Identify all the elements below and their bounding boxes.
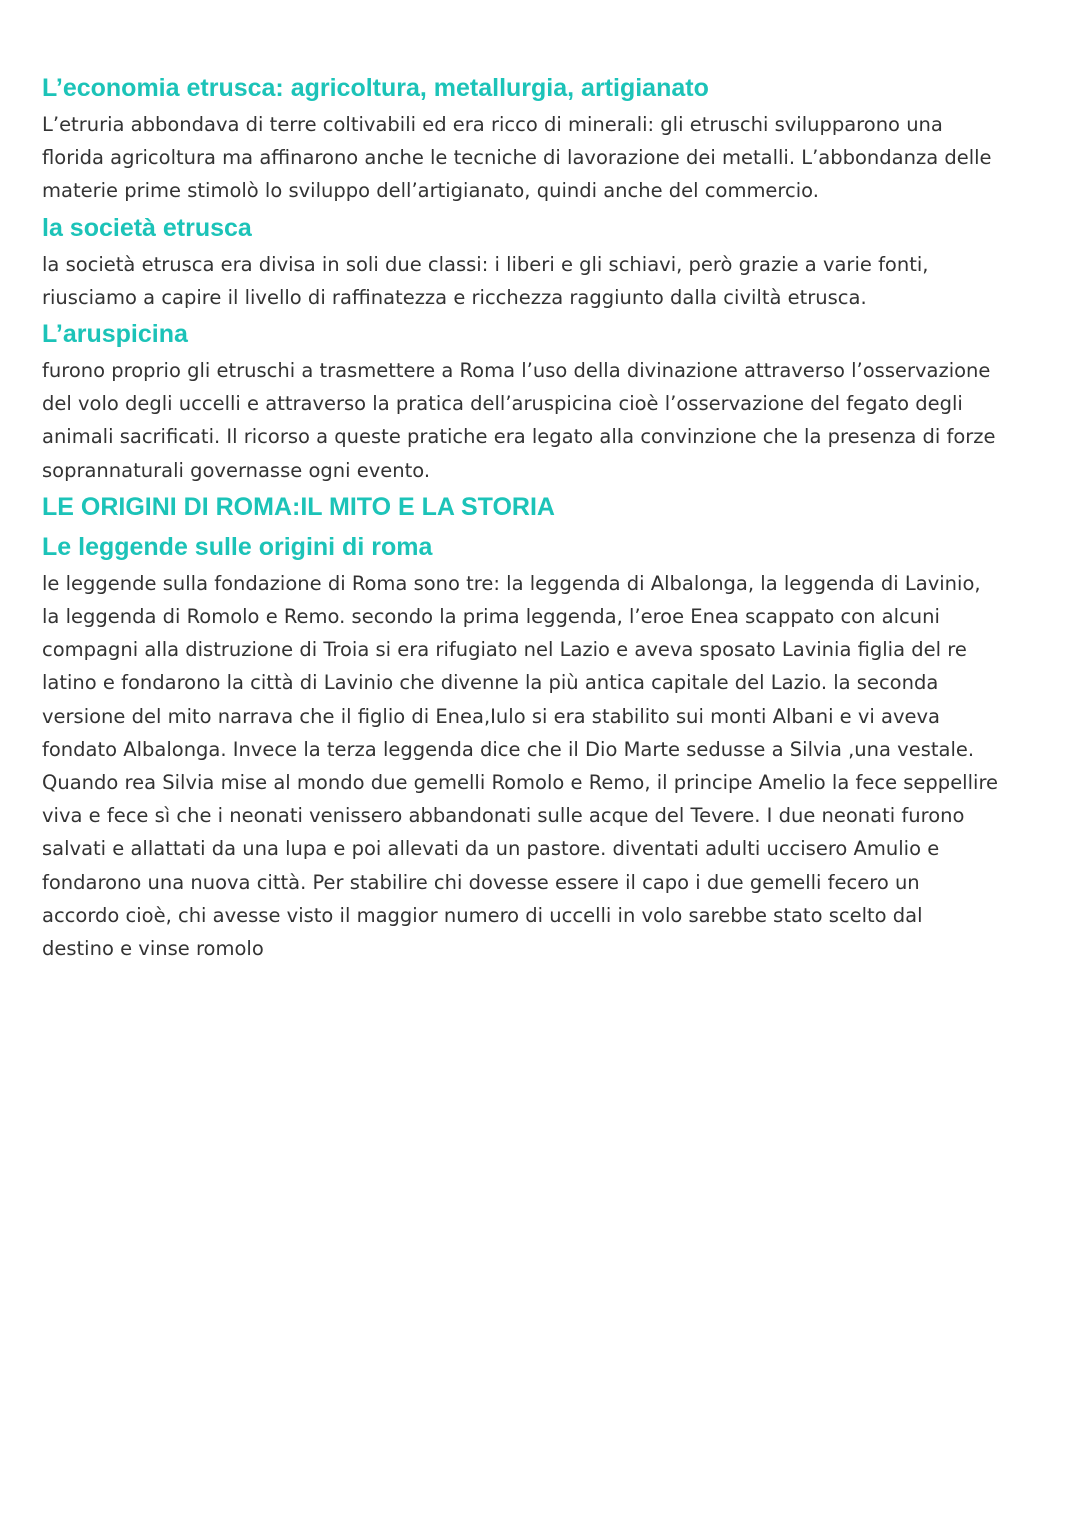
paragraph-line: le leggende sulla fondazione di Roma sono tre: la leggenda di Albalonga, la leggenda di Lavinio, <box>42 571 981 595</box>
paragraph-line: la società etrusca era divisa in soli due classi: i liberi e gli schiavi, però grazie a varie fonti, <box>42 252 929 276</box>
section-heading: la società etrusca <box>42 213 252 242</box>
paragraph-line: del volo degli uccelli e attraverso la pratica dell’aruspicina cioè l’osservazione del fegato degli <box>42 392 963 416</box>
section-paragraph <box>42 567 1042 965</box>
section-heading: L’aruspicina <box>42 320 188 349</box>
section-heading: LE ORIGINI DI ROMA:IL MITO E LA STORIA <box>42 492 555 521</box>
paragraph-line: latino e fondarono la città di Lavinio che divenne la più antica capitale del Lazio. la seconda <box>42 671 939 695</box>
document-page <box>42 68 1042 965</box>
paragraph-line: soprannaturali governasse ogni evento. <box>42 458 431 482</box>
paragraph-line: la leggenda di Romolo e Remo. secondo la prima leggenda, l’eroe Enea scappato con alcuni <box>42 605 940 629</box>
paragraph-line: Quando rea Silvia mise al mondo due gemelli Romolo e Remo, il principe Amelio la fece seppellire <box>42 771 999 795</box>
paragraph-line: materie prime stimolò lo sviluppo dell’artigianato, quindi anche del commercio. <box>42 179 819 203</box>
document-content <box>42 68 1042 965</box>
section-paragraph <box>42 248 1042 314</box>
paragraph-line: accordo cioè, chi avesse visto il maggior numero di uccelli in volo sarebbe stato scelto dal <box>42 903 923 927</box>
section-heading: Le leggende sulle origini di roma <box>42 532 433 561</box>
paragraph-line: compagni alla distruzione di Troia si era rifugiato nel Lazio e aveva sposato Lavinia figlia del re <box>42 638 967 662</box>
paragraph-line: furono proprio gli etruschi a trasmettere a Roma l’uso della divinazione attraverso l’osservazione <box>42 359 991 383</box>
section-paragraph <box>42 354 1042 487</box>
section-heading: L’economia etrusca: agricoltura, metallurgia, artigianato <box>42 74 709 102</box>
paragraph-line: viva e fece sì che i neonati venissero abbandonati sulle acque del Tevere. I due neonati furono <box>42 804 965 828</box>
paragraph-line: L’etruria abbondava di terre coltivabili ed era ricco di minerali: gli etruschi svilupparono una <box>42 113 943 136</box>
paragraph-line: fondarono una nuova città. Per stabilire chi dovesse essere il capo i due gemelli fecero un <box>42 870 920 894</box>
paragraph-line: destino e vinse romolo <box>42 937 264 961</box>
paragraph-line: animali sacrificati. Il ricorso a queste pratiche era legato alla convinzione che la presenza di forze <box>42 425 996 449</box>
paragraph-line: florida agricoltura ma affinarono anche le tecniche di lavorazione dei metalli. L’abbondanza delle <box>42 146 992 170</box>
paragraph-line: versione del mito narrava che il figlio di Enea,Iulo si era stabilito sui monti Albani e vi aveva <box>42 704 941 728</box>
paragraph-line: salvati e allattati da una lupa e poi allevati da un pastore. diventati adulti uccisero Amulio e <box>42 837 940 861</box>
paragraph-line: fondato Albalonga. Invece la terza leggenda dice che il Dio Marte sedusse a Silvia ,una vestale. <box>42 737 975 761</box>
section-paragraph <box>42 108 1042 208</box>
paragraph-line: riusciamo a capire il livello di raffinatezza e ricchezza raggiunto dalla civiltà etrusca. <box>42 285 867 309</box>
